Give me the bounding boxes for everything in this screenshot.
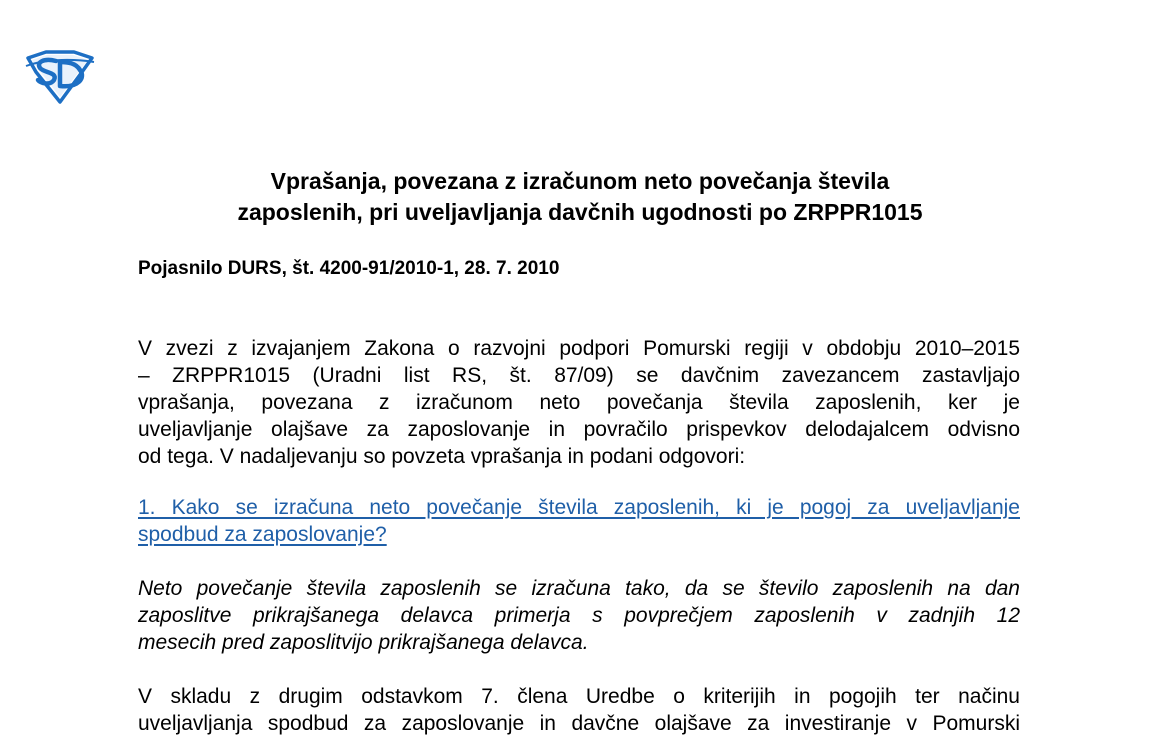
question-line[interactable]: spodbud za zaposlovanje? <box>138 523 387 546</box>
answer-line: mesecih pred zaposlitvijo prikrajšanega delavca. <box>138 631 589 654</box>
document-title <box>140 166 1020 228</box>
intro-line: – ZRPPR1015 (Uradni list RS, št. 87/09) se davčnim zavezancem zastavljajo <box>138 364 1020 387</box>
title-line-1: Vprašanja, povezana z izračunom neto povečanja števila <box>270 168 890 194</box>
intro-line: vprašanja, povezana z izračunom neto povečanja števila zaposlenih, ker je <box>138 391 1020 414</box>
sd-diamond-logo <box>22 50 96 104</box>
paragraph-line: V skladu z drugim odstavkom 7. člena Uredbe o kriterijih in pogojih ter načinu <box>138 685 1020 708</box>
intro-line: V zvezi z izvajanjem Zakona o razvojni podpori Pomurski regiji v obdobju 2010–2015 <box>138 337 1020 360</box>
answer-line: zaposlitve prikrajšanega delavca primerja s povprečjem zaposlenih v zadnjih 12 <box>138 604 1020 627</box>
question-line[interactable]: 1. Kako se izračuna neto povečanje števila zaposlenih, ki je pogoj za uveljavljanje <box>138 496 1020 519</box>
intro-line: od tega. V nadaljevanju so povzeta vprašanja in podani odgovori: <box>138 445 746 468</box>
paragraph-line: uveljavljanja spodbud za zaposlovanje in davčne olajšave za investiranje v Pomurski <box>138 712 1020 735</box>
title-line-2: zaposlenih, pri uveljavljanja davčnih ugodnosti po ZRPPR1015 <box>237 199 923 225</box>
intro-line: uveljavljanje olajšave za zaposlovanje in povračilo prispevkov delodajalcem odvisno <box>138 418 1020 441</box>
document-reference: Pojasnilo DURS, št. 4200-91/2010-1, 28. 7. 2010 <box>138 258 560 279</box>
question-1-link[interactable] <box>138 494 1020 548</box>
answer-1 <box>138 575 1020 656</box>
answer-line: Neto povečanje števila zaposlenih se izračuna tako, da se število zaposlenih na dan <box>138 577 1020 600</box>
paragraph-2 <box>138 683 1020 737</box>
intro-paragraph <box>138 335 1020 470</box>
